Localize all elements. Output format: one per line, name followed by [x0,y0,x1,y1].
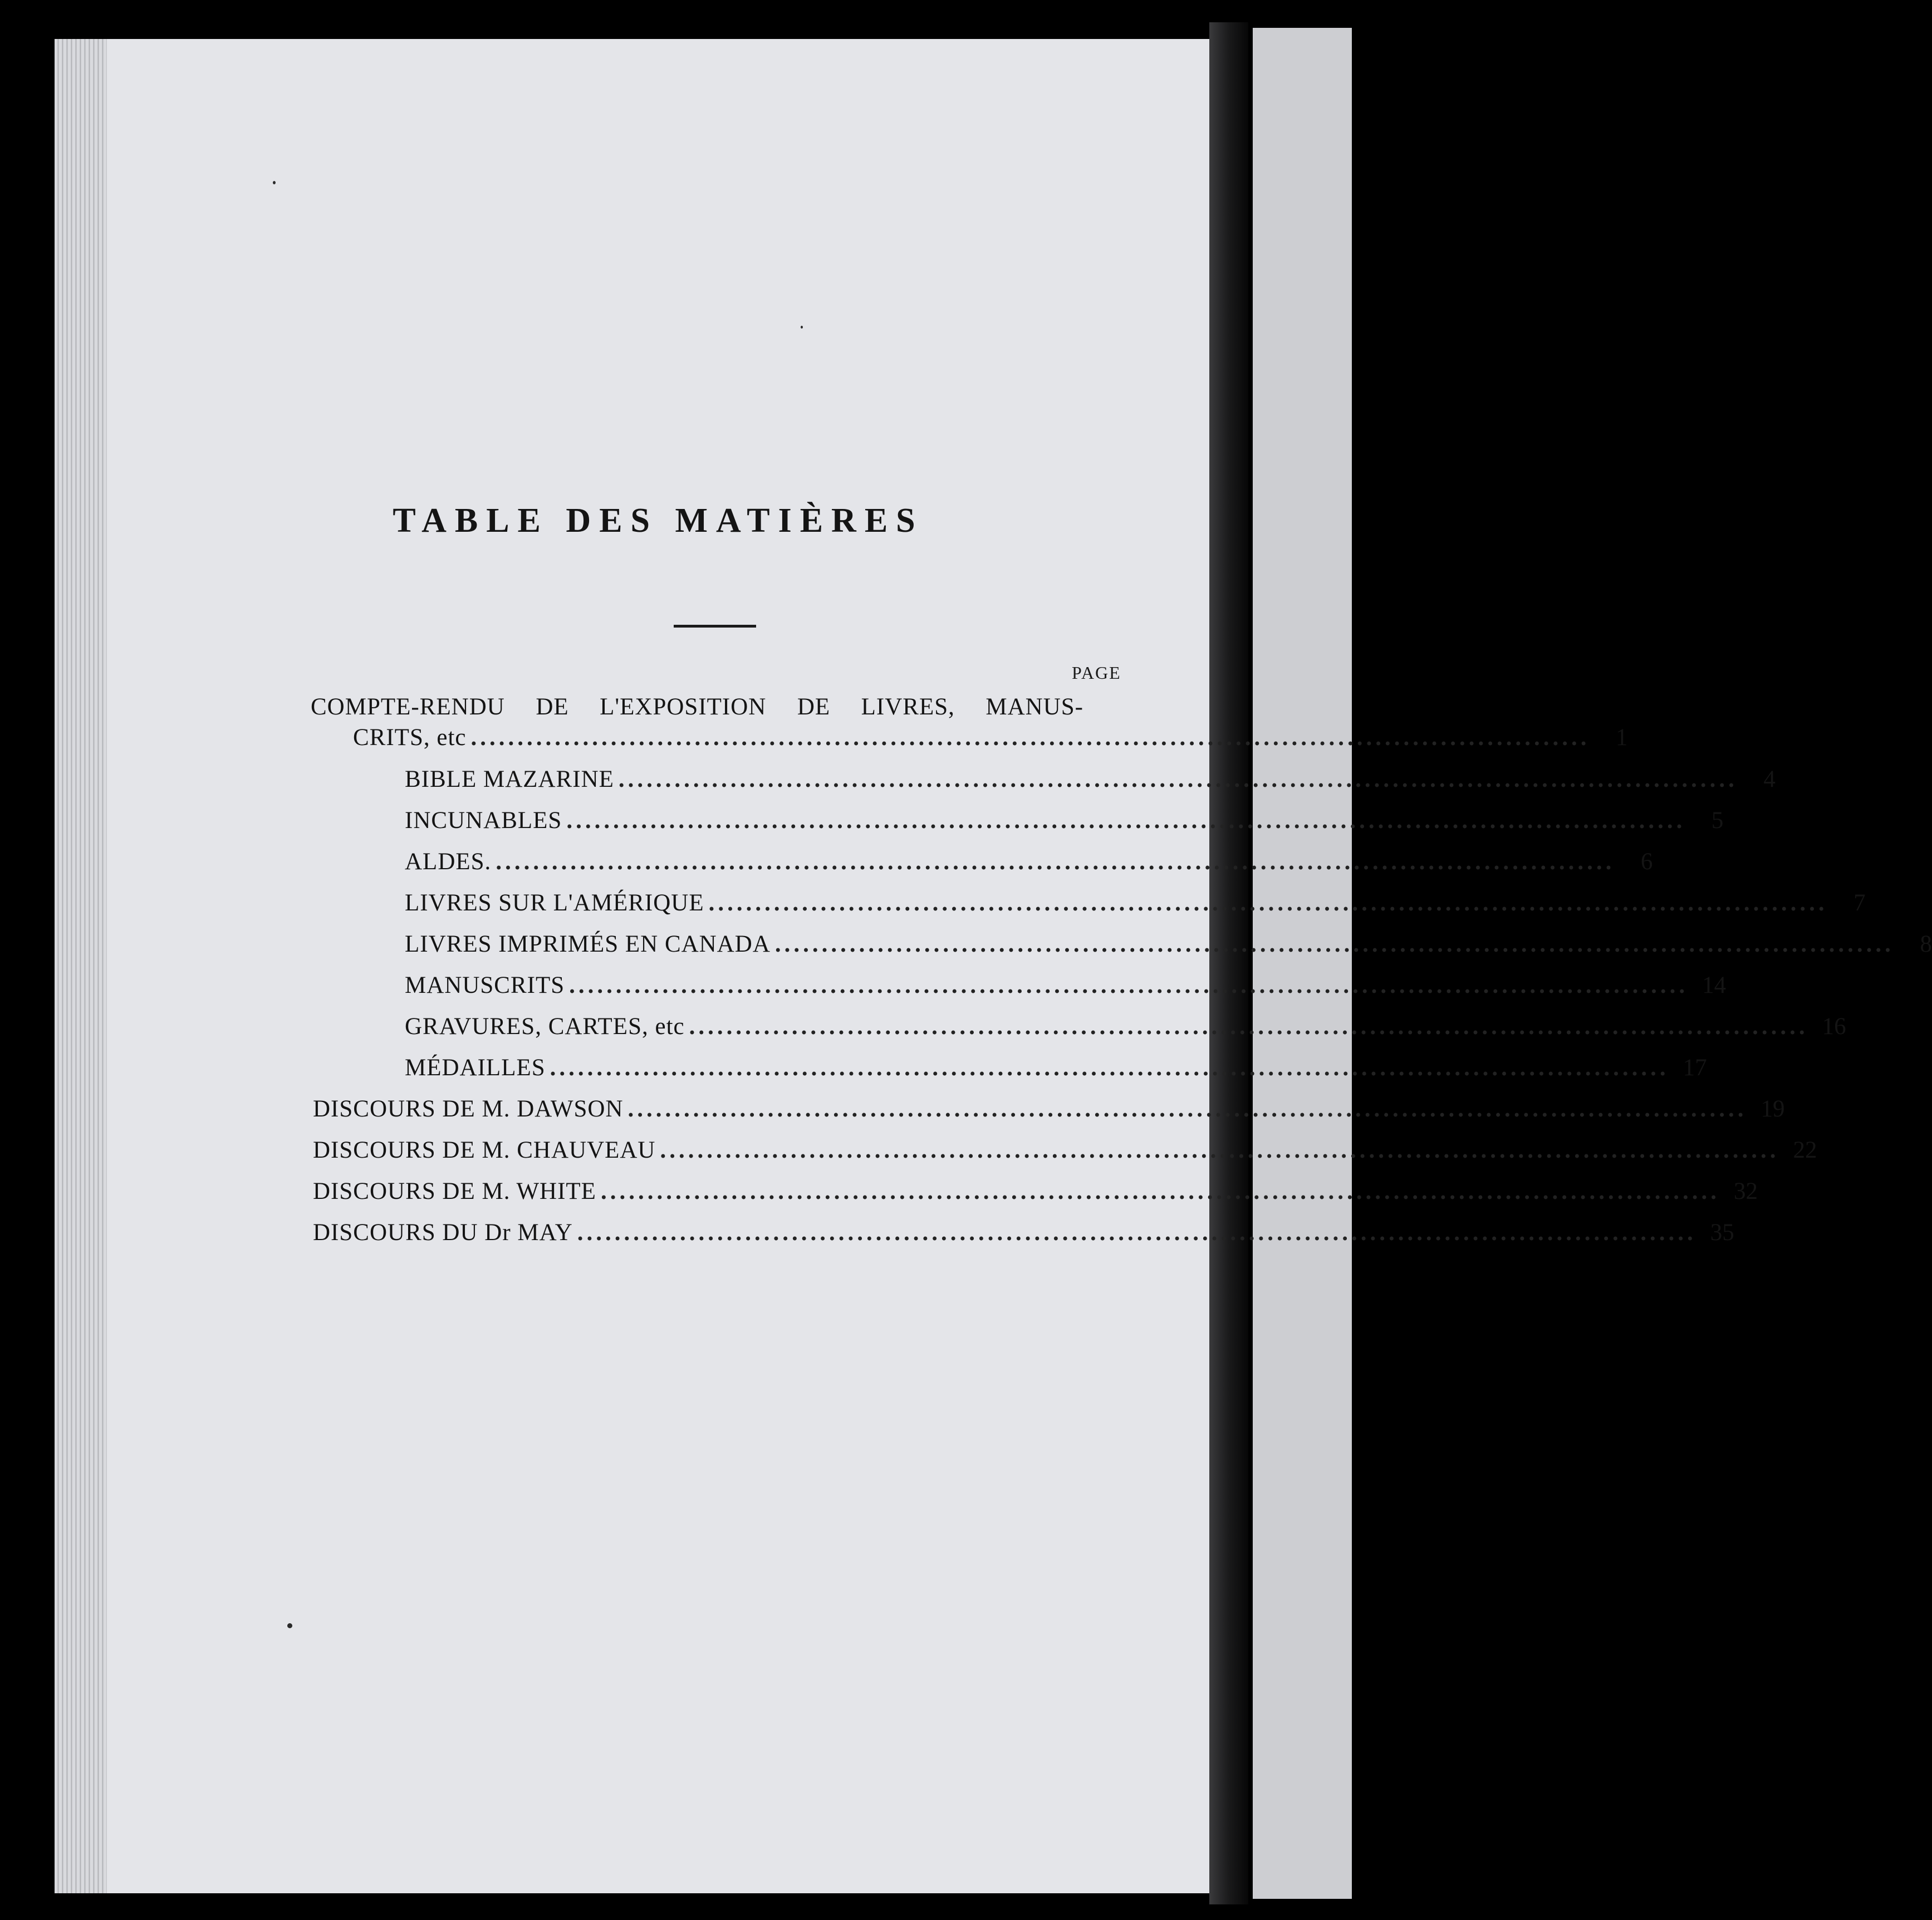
toc-page-number: 14 [1702,972,1727,998]
toc-entry-title: MANUSCRITS [405,972,565,998]
toc-entry-first-line2 [353,724,1628,752]
toc-entry [405,1054,1707,1082]
book-page [107,39,1209,1893]
toc-entry-title: MÉDAILLES [405,1055,546,1081]
toc-entry [313,1095,1785,1123]
dot-leader: ........................................................................................................................ [569,972,1689,998]
toc-page-number: 4 [1763,766,1776,792]
dot-leader: ........................................................................................................................ [689,1013,1808,1040]
dot-leader: ........................................................................................................................ [550,1055,1669,1081]
page-title: TABLE DES MATIÈRES [393,502,924,540]
toc-entry-first-line1: COMPTE-RENDU DE L'EXPOSITION DE LIVRES, MANUS- [311,694,1083,720]
toc-entry [313,1137,1817,1164]
toc-entry-title: GRAVURES, CARTES, etc [405,1013,685,1040]
toc-page-number: 32 [1733,1178,1758,1204]
dot-leader: ........................................................................................................................ [470,724,1590,751]
dot-leader: ........................................................................................................................ [496,849,1615,875]
toc-entry [405,972,1727,1000]
dot-leader: ........................................................................................................................ [627,1096,1747,1122]
toc-page-number: 22 [1793,1137,1817,1163]
scan-speck [287,1623,292,1628]
dot-leader: ........................................................................................................................ [660,1137,1779,1163]
scan-speck [801,326,803,329]
toc-entry-title: LIVRES SUR L'AMÉRIQUE [405,890,704,916]
toc-entry-title: INCUNABLES [405,807,562,834]
dot-leader: ........................................................................................................................ [618,766,1738,792]
toc-entry [313,1178,1758,1206]
toc-entry-title: ALDES. [405,849,492,875]
dot-leader: ........................................................................................................................ [708,890,1828,916]
dot-leader: ........................................................................................................................ [577,1219,1696,1246]
title-rule [674,625,756,628]
toc-page-number: 7 [1853,890,1866,916]
toc-entry [405,930,1932,958]
toc-entry [405,766,1776,794]
page-edges [55,39,110,1893]
dot-leader: ........................................................................................................................ [600,1178,1720,1204]
toc-page-number: 1 [1615,724,1628,751]
toc-entry-title: DISCOURS DE M. DAWSON [313,1096,624,1122]
toc-entry [405,889,1866,917]
dot-leader: ........................................................................................................................ [566,807,1686,834]
toc-entry-title: DISCOURS DU Dr MAY [313,1219,573,1246]
toc-entry [405,807,1724,835]
toc-page-number: 5 [1711,807,1724,834]
toc-entry-title: DISCOURS DE M. CHAUVEAU [313,1137,656,1163]
toc-entry [405,1013,1846,1041]
dot-leader: ........................................................................................................................ [774,931,1894,957]
toc-entry-title: CRITS, etc [353,724,467,751]
scan-speck [273,181,276,184]
toc-page-number: 6 [1640,849,1653,875]
toc-entry-title: DISCOURS DE M. WHITE [313,1178,596,1204]
toc-entry [313,1219,1734,1247]
toc-page-number: 16 [1822,1013,1846,1040]
toc-entry-title: BIBLE MAZARINE [405,766,614,792]
page-column-header: PAGE [1072,663,1121,683]
toc-page-number: 17 [1683,1055,1707,1081]
toc-page-number: 19 [1761,1096,1785,1122]
toc-entry [405,848,1653,876]
toc-entry-title: LIVRES IMPRIMÉS EN CANADA [405,931,771,957]
toc-page-number: 35 [1710,1219,1734,1246]
toc-page-number: 8 [1920,931,1932,957]
book-gutter [1209,22,1248,1904]
adjacent-page [1253,28,1352,1899]
